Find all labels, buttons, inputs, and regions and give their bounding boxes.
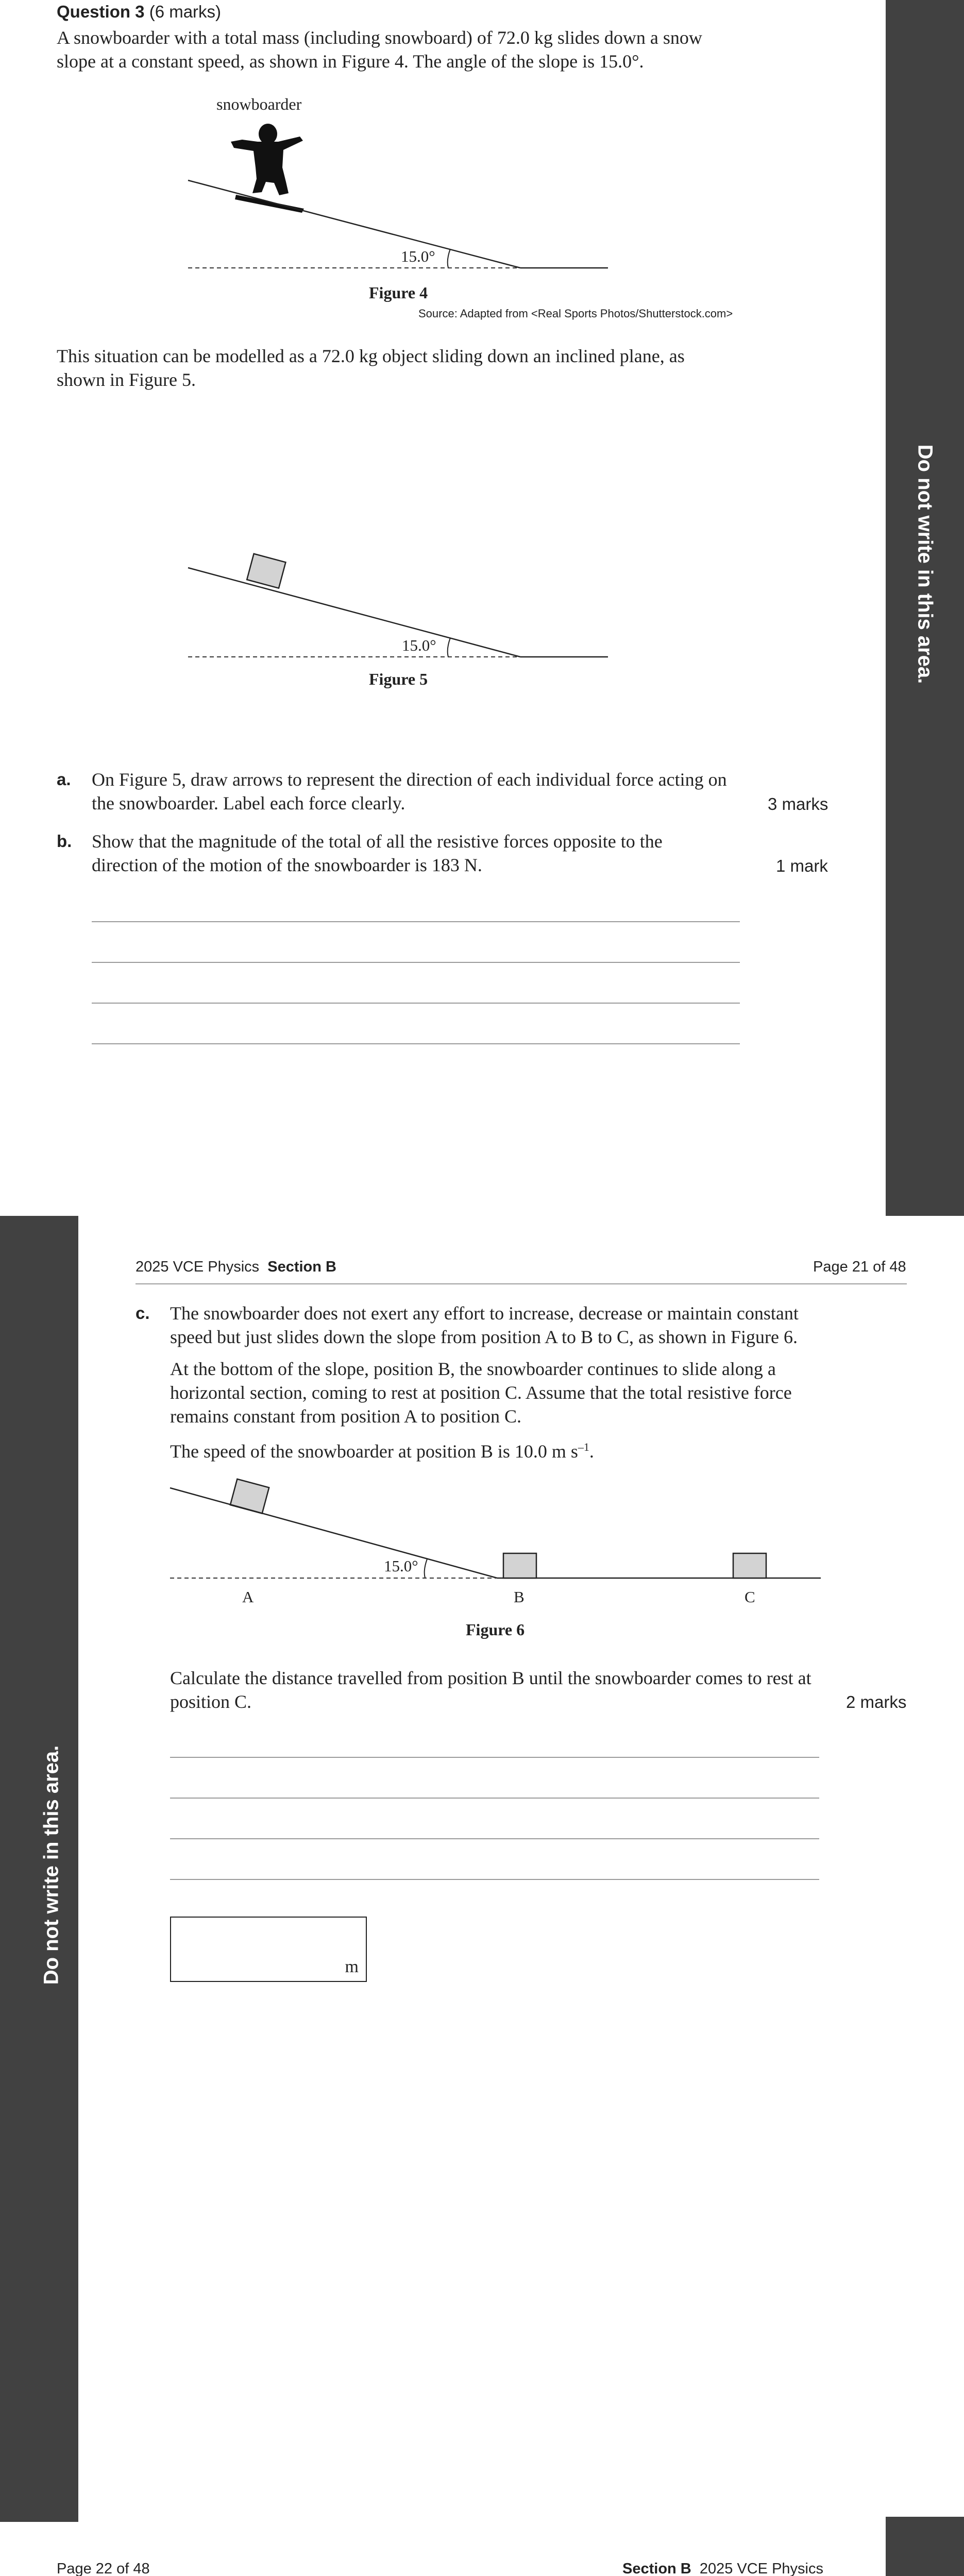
- part-b-text: Show that the magnitude of the total of all the resistive forces opposite to the direction of the motion of the snowboarder is 183 N.: [92, 831, 663, 875]
- figure-6-caption: Figure 6: [466, 1620, 525, 1639]
- part-a-label: a.: [57, 770, 71, 789]
- question-heading: [57, 2, 221, 22]
- angle-arc: [448, 638, 450, 657]
- footer-exam: 2025 VCE Physics: [699, 2561, 823, 2576]
- header-exam: 2025 VCE Physics: [136, 1259, 260, 1275]
- margin-strip-right-bottom: [886, 2517, 964, 2576]
- snowboarder-label: snowboarder: [216, 95, 302, 113]
- figure-4-source: Source: Adapted from <Real Sports Photos/Shutterstock.com>: [418, 307, 733, 320]
- answer-line[interactable]: [170, 1879, 819, 1880]
- block-a: [230, 1479, 269, 1514]
- answer-line[interactable]: [92, 1043, 740, 1044]
- block-b: [503, 1553, 536, 1578]
- answer-line[interactable]: [92, 962, 740, 963]
- part-c-label: c.: [136, 1303, 150, 1323]
- answer-line[interactable]: [170, 1838, 819, 1839]
- margin-strip-left: [0, 1216, 78, 2522]
- figure-4-caption: Figure 4: [369, 283, 428, 302]
- part-a-marks: 3 marks: [768, 794, 828, 814]
- model-text: This situation can be modelled as a 72.0 kg object sliding down an inclined plane, as shown in Figure 5.: [57, 346, 685, 390]
- part-c-para-2: At the bottom of the slope, position B, the snowboarder continues to slide along a horizontal section, coming to rest at position C. Assume that the total resistive force remains constant from position A to position C.: [170, 1359, 792, 1427]
- speed-suffix: .: [589, 1441, 594, 1462]
- position-a-label: A: [242, 1588, 254, 1606]
- header-rule: [136, 1283, 907, 1284]
- part-c-question: Calculate the distance travelled from position B until the snowboarder comes to rest at position C.: [170, 1668, 811, 1712]
- position-b-label: B: [514, 1588, 525, 1606]
- part-c-para-1: The snowboarder does not exert any effort to increase, decrease or maintain constant speed but just slides down the slope from position A to B to C, as shown in Figure 6.: [170, 1303, 799, 1347]
- answer-line[interactable]: [92, 921, 740, 922]
- snowboarder-silhouette: [231, 124, 304, 213]
- question-marks: (6 marks): [149, 2, 222, 21]
- figure-4: [180, 90, 618, 294]
- do-not-write-notice-left: Do not write in this area.: [40, 1745, 63, 1985]
- speed-text: The speed of the snowboarder at position B is 10.0 m s: [170, 1441, 578, 1462]
- slope-line: [170, 1488, 497, 1578]
- speed-exponent: –1: [578, 1440, 589, 1453]
- question-intro: A snowboarder with a total mass (including snowboard) of 72.0 kg slides down a snow slope at a constant speed, as shown in Figure 4. The angle of the slope is 15.0°.: [57, 27, 702, 72]
- angle-label: 15.0°: [402, 636, 436, 654]
- figure-5: [180, 546, 618, 665]
- figure-6: [167, 1473, 837, 1618]
- block-c: [733, 1553, 766, 1578]
- page-22-footer: [622, 2561, 823, 2576]
- angle-arc: [425, 1559, 427, 1578]
- footer-page-number: Page 22 of 48: [57, 2561, 150, 2576]
- incline-line: [188, 568, 520, 657]
- answer-line[interactable]: [92, 1003, 740, 1004]
- part-c-speed: [170, 1435, 594, 1463]
- do-not-write-notice-right: Do not write in this area.: [914, 444, 937, 684]
- figure-5-caption: Figure 5: [369, 670, 428, 688]
- part-c-marks: 2 marks: [846, 1692, 907, 1711]
- footer-section: Section B: [622, 2561, 691, 2576]
- answer-box[interactable]: [170, 1917, 367, 1982]
- part-a-text: On Figure 5, draw arrows to represent the direction of each individual force acting on the snowboarder. Label each force clearly.: [92, 769, 727, 814]
- question-number: Question 3: [57, 2, 145, 21]
- answer-line[interactable]: [170, 1798, 819, 1799]
- part-b-marks: 1 mark: [776, 856, 828, 875]
- answer-line[interactable]: [170, 1757, 819, 1758]
- angle-label: 15.0°: [401, 247, 435, 265]
- answer-unit: m: [345, 1957, 359, 1976]
- position-c-label: C: [745, 1588, 755, 1606]
- slope-line: [188, 180, 520, 268]
- header-page-number: Page 21 of 48: [813, 1259, 906, 1275]
- part-b-label: b.: [57, 832, 72, 851]
- page-21-header: [136, 1259, 336, 1276]
- block: [247, 554, 285, 588]
- angle-arc: [448, 249, 450, 268]
- angle-label: 15.0°: [384, 1557, 418, 1575]
- header-section: Section B: [267, 1259, 336, 1275]
